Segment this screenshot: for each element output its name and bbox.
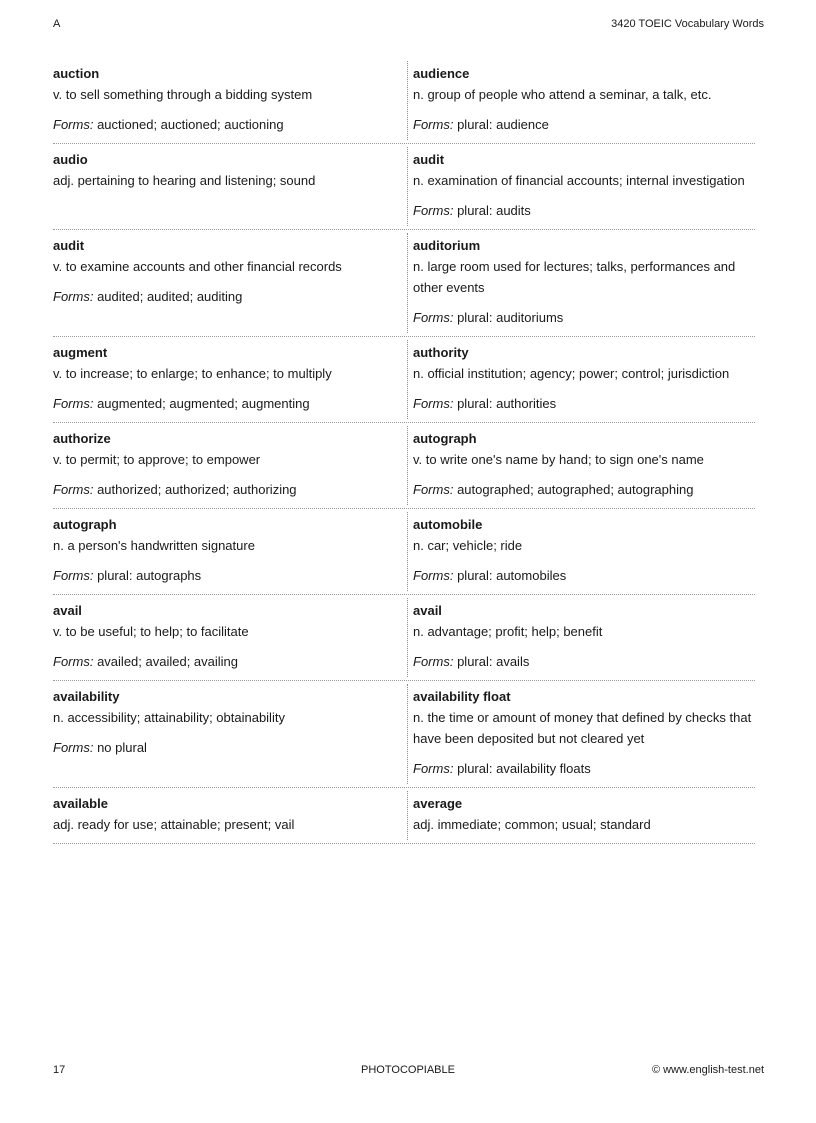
entry-word: audio [53, 152, 88, 167]
forms-label: Forms: [53, 396, 94, 411]
entry-left [53, 58, 407, 143]
entry-definition: n. the time or amount of money that defined by checks that have been deposited but not cleared yet [413, 710, 752, 746]
forms-label: Forms: [413, 568, 454, 583]
forms-label: Forms: [413, 761, 454, 776]
forms-label: Forms: [413, 396, 454, 411]
entry-word: autograph [413, 431, 477, 446]
entry-definition: v. to increase; to enlarge; to enhance; to multiply [53, 366, 332, 381]
forms-value: plural: automobiles [457, 568, 567, 583]
entry-forms [413, 394, 755, 414]
entry-row [53, 788, 755, 844]
entry-definition: v. to write one's name by hand; to sign one's name [413, 452, 704, 467]
forms-value: plural: autographs [97, 568, 202, 583]
entry-word: auditorium [413, 238, 481, 253]
entry-row [53, 144, 755, 230]
entry-forms [413, 308, 755, 328]
forms-label: Forms: [53, 482, 94, 497]
entry-definition: v. to examine accounts and other financial records [53, 259, 342, 274]
entry-left [53, 144, 407, 229]
photocopiable-note: PHOTOCOPIABLE [361, 1064, 455, 1076]
document-title: 3420 TOEIC Vocabulary Words [611, 18, 764, 30]
entry-row [53, 337, 755, 423]
entry-definition: v. to sell something through a bidding system [53, 87, 313, 102]
entry-definition: v. to permit; to approve; to empower [53, 452, 261, 467]
entry-row [53, 595, 755, 681]
entry-row [53, 509, 755, 595]
entry-forms [413, 480, 755, 500]
entry-definition: adj. immediate; common; usual; standard [413, 817, 651, 832]
entry-right [407, 512, 755, 591]
forms-label: Forms: [53, 568, 94, 583]
entry-word: audit [413, 152, 445, 167]
forms-label: Forms: [413, 117, 454, 132]
entry-left [53, 423, 407, 508]
forms-value: plural: availability floats [457, 761, 591, 776]
entry-definition: n. official institution; agency; power; control; jurisdiction [413, 366, 730, 381]
entry-forms [413, 759, 755, 779]
entry-word: availability float [413, 689, 511, 704]
entry-word: autograph [53, 517, 117, 532]
forms-label: Forms: [53, 117, 94, 132]
entry-definition: n. group of people who attend a seminar, a talk, etc. [413, 87, 712, 102]
entry-definition: adj. pertaining to hearing and listening; sound [53, 173, 316, 188]
entry-word: authority [413, 345, 469, 360]
forms-label: Forms: [413, 203, 454, 218]
entry-definition: v. to be useful; to help; to facilitate [53, 624, 249, 639]
entry-forms [53, 652, 399, 672]
forms-label: Forms: [53, 289, 94, 304]
entry-word: authorize [53, 431, 111, 446]
entry-forms [53, 394, 399, 414]
entry-left [53, 509, 407, 594]
website-credit: © www.english-test.net [651, 1064, 764, 1076]
entry-definition: n. advantage; profit; help; benefit [413, 624, 603, 639]
forms-value: no plural [97, 740, 147, 755]
entry-forms [53, 566, 399, 586]
entry-right [407, 684, 755, 784]
entry-definition: n. accessibility; attainability; obtainability [53, 710, 285, 725]
entry-row [53, 423, 755, 509]
entry-forms [413, 115, 755, 135]
entry-right [407, 426, 755, 505]
forms-value: auctioned; auctioned; auctioning [97, 117, 284, 132]
forms-label: Forms: [53, 654, 94, 669]
forms-value: authorized; authorized; authorizing [97, 482, 297, 497]
entry-definition: n. car; vehicle; ride [413, 538, 523, 553]
entry-word: avail [53, 603, 82, 618]
entry-left [53, 337, 407, 422]
entry-forms [53, 738, 399, 758]
entry-left [53, 595, 407, 680]
entry-left [53, 230, 407, 336]
entry-right [407, 233, 755, 333]
forms-value: plural: authorities [457, 396, 557, 411]
forms-value: plural: audience [457, 117, 549, 132]
entry-forms [413, 201, 755, 221]
entry-right [407, 598, 755, 677]
entry-definition: n. a person's handwritten signature [53, 538, 255, 553]
entry-forms [53, 480, 399, 500]
entry-right [407, 340, 755, 419]
entry-left [53, 681, 407, 787]
entry-forms [413, 652, 755, 672]
forms-value: availed; availed; availing [97, 654, 239, 669]
forms-label: Forms: [53, 740, 94, 755]
entry-word: available [53, 796, 108, 811]
entry-word: augment [53, 345, 108, 360]
forms-value: plural: auditoriums [457, 310, 564, 325]
entry-forms [53, 287, 399, 307]
forms-value: plural: avails [457, 654, 530, 669]
forms-value: plural: audits [457, 203, 531, 218]
entry-word: automobile [413, 517, 483, 532]
entry-forms [413, 566, 755, 586]
entry-word: availability [53, 689, 120, 704]
section-letter: A [53, 18, 61, 30]
entry-word: average [413, 796, 463, 811]
entry-word: audit [53, 238, 85, 253]
entry-right [407, 147, 755, 226]
entry-row [53, 58, 755, 144]
forms-value: augmented; augmented; augmenting [97, 396, 310, 411]
forms-label: Forms: [413, 310, 454, 325]
page-number: 17 [53, 1064, 66, 1076]
entry-forms [53, 115, 399, 135]
entry-word: auction [53, 66, 100, 81]
forms-label: Forms: [413, 482, 454, 497]
vocabulary-list [53, 58, 755, 844]
entry-definition: adj. ready for use; attainable; present; vail [53, 817, 295, 832]
forms-value: autographed; autographed; autographing [457, 482, 694, 497]
entry-right [407, 791, 755, 840]
forms-label: Forms: [413, 654, 454, 669]
entry-row [53, 230, 755, 337]
entry-row [53, 681, 755, 788]
entry-definition: n. examination of financial accounts; internal investigation [413, 173, 745, 188]
entry-definition: n. large room used for lectures; talks, performances and other events [413, 259, 736, 295]
entry-left [53, 788, 407, 843]
entry-right [407, 61, 755, 140]
forms-value: audited; audited; auditing [97, 289, 243, 304]
entry-word: avail [413, 603, 442, 618]
entry-word: audience [413, 66, 470, 81]
